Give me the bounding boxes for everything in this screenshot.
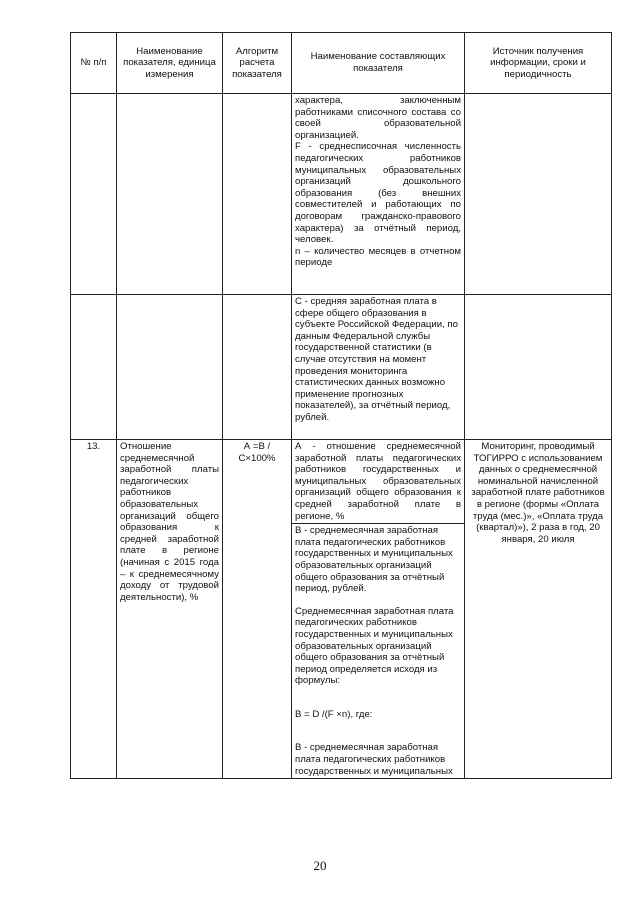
header-number: № п/п [71,33,117,94]
page-number: 20 [313,858,327,873]
table-row-continuation-c [71,295,612,440]
algorithm-formula: А =В / С×100% [223,440,292,779]
cell-empty [465,295,612,440]
header-algorithm: Алгоритм расчета показателя [223,33,292,94]
cell-empty [223,94,292,295]
f-definition-tail: характера, заключенным работниками списочного состава со своей образовательной организацией. [295,95,461,141]
cell-components [292,440,465,779]
B-calculation-text: Среднемесячная заработная плата педагогических работников государственных и муниципальных образовательных организаций общего образования за отчётный период определяется исходя из формулы: [295,605,454,687]
B-formula: В = D /(F ×n), где: [295,708,373,720]
table-header-row [71,33,612,94]
A-definition: А - отношение среднемесячной заработной платы педагогических работников государственных и муниципальных образовательных организаций общего образования к средней заработной плате в регионе, % [295,441,461,522]
header-source: Источник получения информации, сроки и периодичность [465,33,612,94]
cell-empty [117,94,223,295]
cell-empty [465,94,612,295]
B-definition: В - среднемесячная заработная плата педагогических работников государственных и муниципальных образовательных организаций общего образования за отчётный период, рублей. [295,525,453,595]
cell-empty [117,295,223,440]
B-definition-repeat: В - среднемесячная заработная плата педагогических работников государственных и муниципальных [295,742,453,777]
cell-empty [223,295,292,440]
data-source: Мониторинг, проводимый ТОГИРРО с использованием данных о среднемесячной номинальной начисленной заработной плате работников в регионе (формы «Оплата труда (мес.)», «Оплата труда (квартал)»), 2 раза в год, 20 января, 20 июля [465,440,612,779]
row-number: 13. [71,440,117,779]
table-row-continuation [71,94,612,295]
B-block [292,523,464,778]
cell-empty [71,295,117,440]
cell-components-continued [292,94,465,295]
table-row-13 [71,440,612,779]
F-definition: F - среднесписочная численность педагогических работников муниципальных образовательных организаций дошкольного образования (без внешних совместителей и работающих по договорам гражданско-правового характера) за отчётный период, человек. [295,141,461,246]
C-definition: С - средняя заработная плата в сфере общего образования в субъекте Российской Федерации, по данным Федеральной службы государственной статистики (в случае отсутствия на момент проведения мониторинга статистических данных возможно применение прогнозных показателей), за отчётный период, рублей. [292,295,465,440]
n-definition: n – количество месяцев в отчетном периоде [295,245,461,269]
header-indicator-name: Наименование показателя, единица измерения [117,33,223,94]
cell-empty [71,94,117,295]
header-components: Наименование составляющих показателя [292,33,465,94]
indicator-name: Отношение среднемесячной заработной платы педагогических работников образовательных организаций общего образования к средней заработной плате в регионе (начиная с 2015 года – к среднемесячному доходу от трудовой деятельности), % [117,440,223,779]
indicators-table [70,32,612,779]
